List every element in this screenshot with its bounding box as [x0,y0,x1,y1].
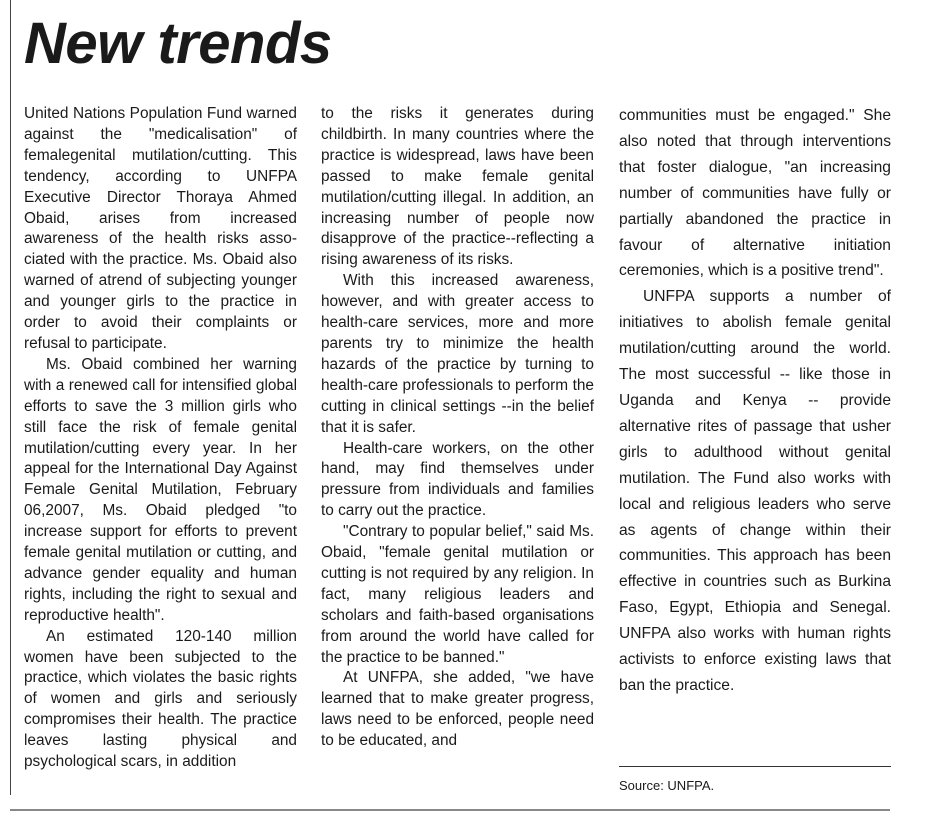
paragraph: Health-care workers, on the other hand, may find themselves under pressure from individuals and families to carry out the practice. [321,439,594,520]
paragraph: communities must be engaged." She also noted that through interventions that foster dialogue, "an increasing number of communities have fully or partially abandoned the practice in favour of alternative initiation ceremonies, which is a positive trend". [619,107,891,280]
paragraph: United Nations Population Fund warned against the "medicalisation" of femalegenital mutilation/cutting. This tendency, according to UNFPA Executive Director Thoraya Ahmed Obaid, arises from increased awareness of the health risks associated with the practice. Ms. Obaid also warned of atrend of subjecting younger and younger girls to the practice in order to avoid their complaints or refusal to participate. [24,105,297,352]
bottom-rule [10,809,890,811]
paragraph: to the risks it generates during childbirth. In many countries where the practice is widespread, laws have been passed to make female genital mutilation/cutting illegal. In addition, an increasing number of people now disapprove of the practice--reflecting a rising awareness of its risks. [321,105,594,269]
paragraph: With this increased awareness, however, and with greater access to health-care services, more and more parents try to minimize the health hazards of the practice by turning to health-care professionals to perform the cutting in clinical settings --in the belief that it is safer. [321,272,594,436]
article-column-2 [321,104,594,752]
paragraph: An estimated 120-140 million women have been subjected to the practice, which violates the basic rights of women and girls and seriously compromises their health. The practice leaves lasting physical and psychological scars, in addition [24,627,297,771]
paragraph: UNFPA supports a number of initiatives to abolish female genital mutilation/cutting around the world. The most successful -- like those in Uganda and Kenya -- provide alternative rites of passage that usher girls to adulthood without genital mutilation. The Fund also works with local and religious leaders who serve as agents of change within their communities. This approach has been effective in countries such as Burkina Faso, Egypt, Ethiopia and Senegal. UNFPA also works with human rights activists to enforce existing laws that ban the practice. [619,288,891,694]
paragraph: Ms. Obaid combined her warning with a renewed call for intensified global efforts to save the 3 million girls who still face the risk of female genital mutilation/cutting every year. In her appeal for the International Day Against Female Genital Mutilation, February 06,2007, Ms. Obaid pledged "to increase support for efforts to prevent female genital mutilation or cutting, and advance gender equality and human rights, including the right to sexual and reproductive health". [24,355,297,624]
paragraph: "Contrary to popular belief," said Ms. Obaid, "female genital mutilation or cutting is not required by any religion. In fact, many religious leaders and scholars and faith-based organisations from around the world have called for the practice to be banned." [321,523,594,666]
source-divider [619,766,891,767]
left-column-rule [10,0,11,795]
headline: New trends [24,11,332,76]
article-column-3 [619,103,891,699]
article-column-1 [24,104,297,773]
source-credit: Source: UNFPA. [619,778,715,793]
paragraph: At UNFPA, she added, "we have learned that to make greater progress, laws need to be enforced, people need to be educated, and [321,669,594,750]
